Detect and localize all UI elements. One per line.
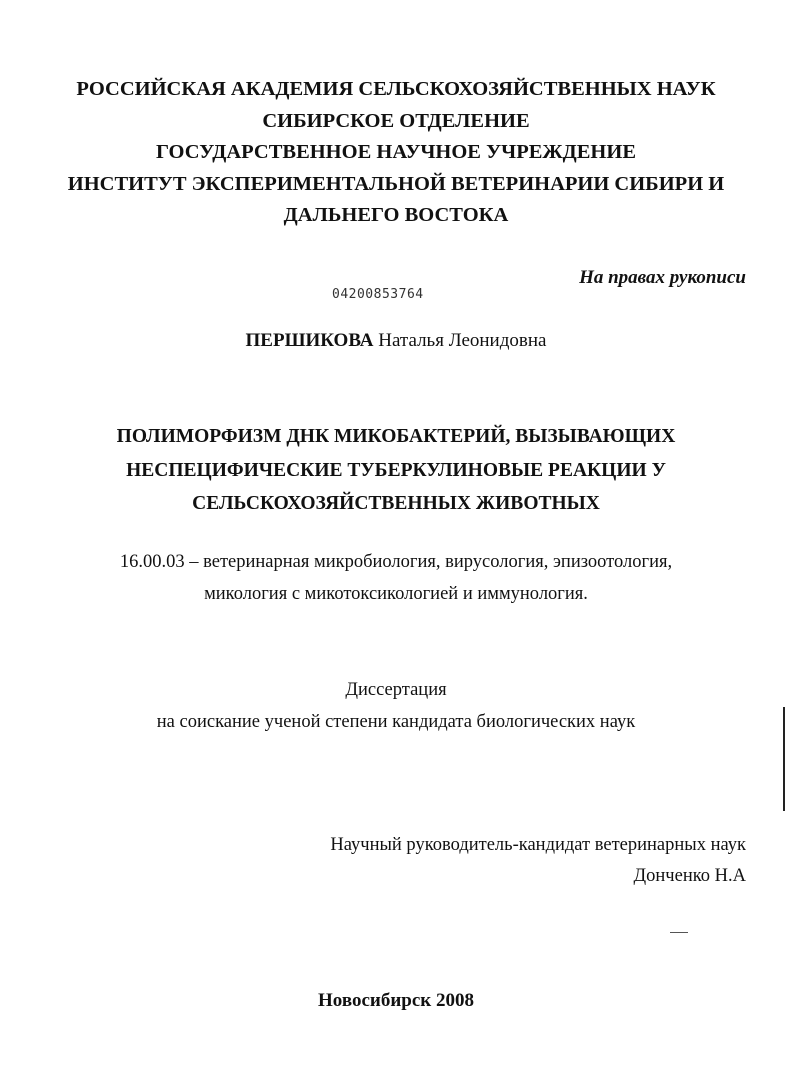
dissertation-type: Диссертация	[345, 680, 447, 700]
institution-header	[0, 74, 792, 232]
header-line-branch: СИБИРСКОЕ ОТДЕЛЕНИЕ	[262, 109, 530, 132]
author-name	[0, 330, 792, 352]
specialty-line: 16.00.03 – ветеринарная микробиология, вирусология, эпизоотология,	[119, 552, 673, 572]
header-line-institute-name: ИНСТИТУТ ЭКСПЕРИМЕНТАЛЬНОЙ ВЕТЕРИНАРИИ СИБИРИ И	[67, 172, 725, 195]
manuscript-rights-note: На правах рукописи	[579, 267, 746, 288]
title-line: ПОЛИМОРФИЗМ ДНК МИКОБАКТЕРИЙ, ВЫЗЫВАЮЩИХ	[116, 426, 676, 447]
catalog-number: 04200853764	[332, 287, 424, 302]
scan-edge-mark	[783, 707, 785, 811]
header-line-academy: РОССИЙСКАЯ АКАДЕМИЯ СЕЛЬСКОХОЗЯЙСТВЕННЫХ НАУК	[76, 78, 716, 100]
specialty-code	[0, 546, 792, 610]
supervisor-role: Научный руководитель-кандидат ветеринарных наук	[330, 835, 746, 855]
specialty-line: микология с микотоксикологией и иммунология.	[204, 584, 588, 604]
title-line: НЕСПЕЦИФИЧЕСКИЕ ТУБЕРКУЛИНОВЫЕ РЕАКЦИИ У	[126, 459, 666, 481]
dissertation-degree: на соискание ученой степени кандидата биологических наук	[156, 712, 636, 732]
supervisor-name: Донченко Н.А	[633, 866, 746, 886]
title-line: СЕЛЬСКОХОЗЯЙСТВЕННЫХ ЖИВОТНЫХ	[192, 493, 600, 514]
scan-dash-mark	[670, 932, 688, 933]
dissertation-degree-block	[0, 674, 792, 738]
header-line-institute-name-cont: ДАЛЬНЕГО ВОСТОКА	[283, 204, 509, 226]
supervisor-block	[330, 830, 746, 892]
place-and-year: Новосибирск 2008	[318, 990, 474, 1011]
author-given-names: Наталья Леонидовна	[378, 330, 547, 351]
author-surname: ПЕРШИКОВА	[245, 330, 374, 351]
header-line-institution-type: ГОСУДАРСТВЕННОЕ НАУЧНОЕ УЧРЕЖДЕНИЕ	[156, 141, 636, 163]
dissertation-title	[0, 420, 792, 521]
